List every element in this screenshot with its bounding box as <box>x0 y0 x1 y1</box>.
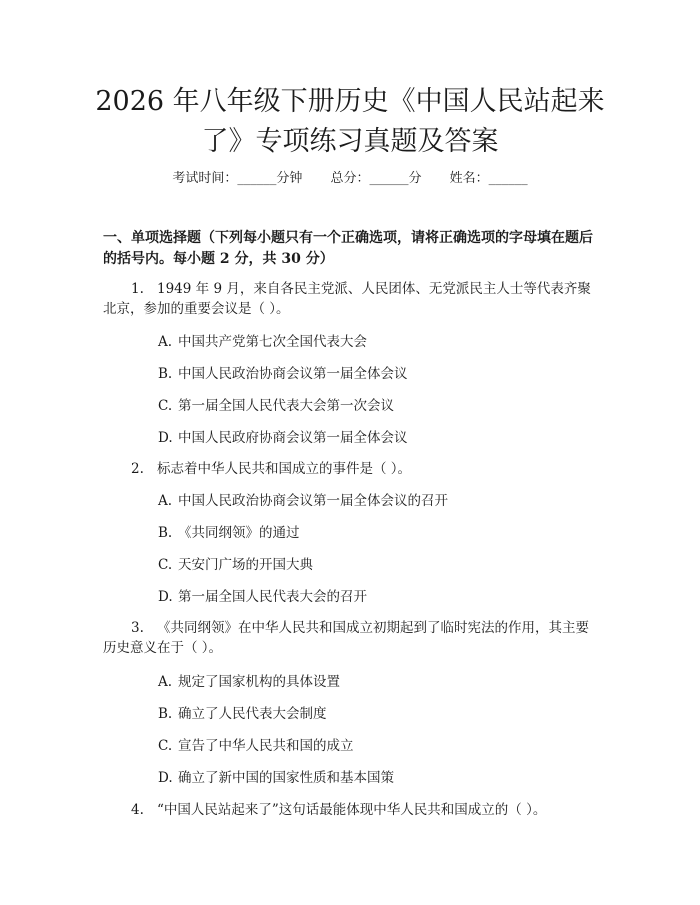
option-text: 第一届全国人民代表大会的召开 <box>178 589 367 605</box>
question-2-option-a <box>158 492 598 510</box>
option-letter: B. <box>158 706 173 722</box>
option-text: 《共同纲领》的通过 <box>178 525 300 541</box>
section-heading-line-1: 一、单项选择题（下列每小题只有一个正确选项，请将正确选项的字母填在题后 <box>103 230 593 246</box>
option-letter: D. <box>158 430 173 446</box>
option-letter: C. <box>158 557 173 573</box>
option-text: 宣告了中华人民共和国的成立 <box>178 738 354 754</box>
question-3-line-1 <box>103 618 603 638</box>
section-heading-line-2: 的括号内。每小题 2 分，共 30 分） <box>103 251 334 267</box>
question-3-option-c <box>158 737 598 755</box>
option-letter: A. <box>158 334 173 350</box>
title-line-1: 2026 年八年级下册历史《中国人民站起来 <box>95 86 605 117</box>
question-number: 4. <box>131 802 144 818</box>
question-2-option-d <box>158 588 598 606</box>
option-text: 规定了国家机构的具体设置 <box>178 674 340 690</box>
question-3-line-2: 历史意义在于（ ）。 <box>103 640 223 656</box>
option-text: 确立了人民代表大会制度 <box>178 706 327 722</box>
option-letter: D. <box>158 770 173 786</box>
option-text: 中国共产党第七次全国代表大会 <box>178 334 367 350</box>
option-letter: C. <box>158 398 173 414</box>
title-line-2: 了》专项练习真题及答案 <box>201 126 499 157</box>
option-letter: B. <box>158 525 173 541</box>
question-number: 3. <box>131 620 144 636</box>
exam-info-row <box>0 170 700 188</box>
option-letter: C. <box>158 738 173 754</box>
question-2-stem <box>103 459 603 479</box>
total-score-field: 总分：______分 <box>330 171 422 186</box>
question-number: 2. <box>131 461 144 477</box>
question-2-option-c <box>158 556 598 574</box>
question-3-option-d <box>158 769 598 787</box>
question-text: “中国人民站起来了”这句话最能体现中华人民共和国成立的（ ）。 <box>157 802 547 818</box>
question-text: 标志着中华人民共和国成立的事件是（ ）。 <box>157 461 412 477</box>
question-1-option-b <box>158 365 598 383</box>
option-text: 天安门广场的开国大典 <box>178 557 313 573</box>
option-letter: A. <box>158 493 173 509</box>
student-name-field: 姓名：______ <box>449 171 528 186</box>
question-3-stem <box>103 618 603 658</box>
question-1-line-1 <box>103 279 603 299</box>
question-4-line-1 <box>103 800 603 820</box>
option-letter: D. <box>158 589 173 605</box>
question-2-line-1 <box>103 459 603 479</box>
exam-time-field: 考试时间：______分钟 <box>172 171 303 186</box>
option-text: 中国人民政治协商会议第一届全体会议的召开 <box>178 493 448 509</box>
question-1-option-a <box>158 333 598 351</box>
option-text: 第一届全国人民代表大会第一次会议 <box>178 398 394 414</box>
question-2-option-b <box>158 524 598 542</box>
question-1-stem <box>103 279 603 319</box>
option-letter: A. <box>158 674 173 690</box>
option-text: 中国人民政府协商会议第一届全体会议 <box>178 430 408 446</box>
section-heading <box>103 228 608 270</box>
question-1-line-2: 北京，参加的重要会议是（ ）。 <box>103 301 290 317</box>
option-text: 确立了新中国的国家性质和基本国策 <box>178 770 394 786</box>
question-number: 1. <box>131 281 144 297</box>
question-3-option-b <box>158 705 598 723</box>
option-letter: B. <box>158 366 173 382</box>
question-1-option-d <box>158 429 598 447</box>
page-title <box>60 82 640 162</box>
option-text: 中国人民政治协商会议第一届全体会议 <box>178 366 408 382</box>
question-text: 《共同纲领》在中华人民共和国成立初期起到了临时宪法的作用，其主要 <box>157 620 589 636</box>
question-3-option-a <box>158 673 598 691</box>
question-text: 1949 年 9 月，来自各民主党派、人民团体、无党派民主人士等代表齐聚 <box>157 281 591 297</box>
question-1-option-c <box>158 397 598 415</box>
question-4-stem <box>103 800 603 820</box>
